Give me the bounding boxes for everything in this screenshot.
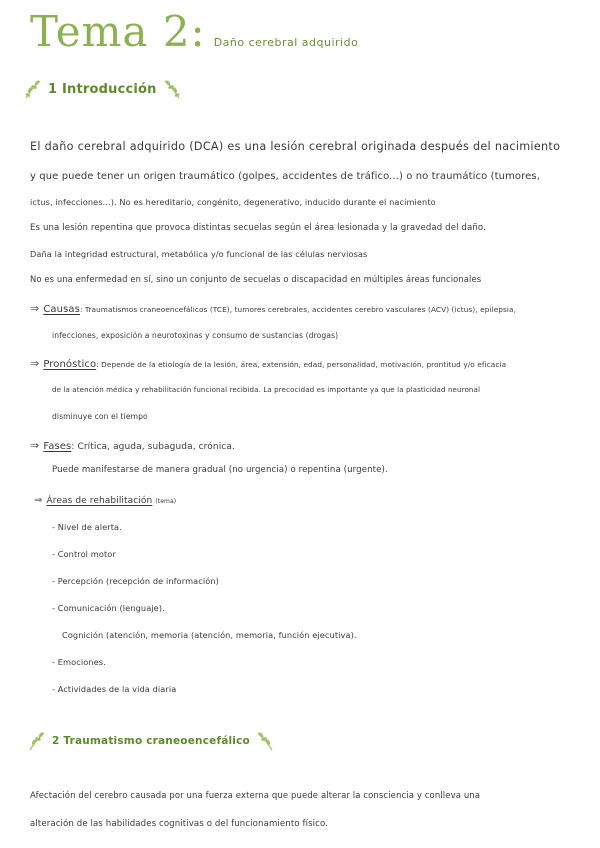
- intro-paragraph-line: ictus, infecciones...). No es hereditario, congénito, degenerativo, inducido durante el nacimiento: [30, 197, 436, 207]
- area-item: - Comunicación (lenguaje).: [52, 603, 165, 613]
- areas-line: [34, 495, 176, 506]
- intro-paragraph-line: Es una lesión repentina que provoca distintas secuelas según el área lesionada y la gravedad del daño.: [30, 223, 486, 233]
- tce-paragraph-line: alteración de las habilidades cognitivas o del funcionamiento físico.: [30, 819, 329, 829]
- pronostico-label: Pronóstico: [43, 359, 97, 370]
- page-subtitle: Daño cerebral adquirido: [213, 36, 359, 49]
- arrow-right-icon: ⇒: [30, 302, 40, 315]
- intro-paragraph-line: No es una enfermedad en sí, sino un conjunto de secuelas o discapacidad en múltiples áreas funcionales: [30, 274, 482, 284]
- page-title-row: [30, 6, 358, 58]
- arrow-right-icon: ⇒: [30, 439, 40, 452]
- area-item: - Nivel de alerta.: [52, 522, 122, 532]
- section-heading-traumatismo: [26, 730, 276, 752]
- fases-continuation: Puede manifestarse de manera gradual (no urgencia) o repentina (urgente).: [52, 465, 388, 475]
- leaf-branch-icon: [254, 730, 276, 752]
- leaf-branch-icon: [22, 78, 44, 100]
- intro-paragraph-line: Daña la integridad estructural, metabólica y/o funcional de las células nerviosas: [30, 249, 368, 259]
- causas-continuation: infecciones, exposición a neurotoxinas y consumo de sustancias (drogas): [52, 331, 339, 340]
- causas-line: [30, 302, 516, 315]
- area-item: - Actividades de la vida diaria: [52, 684, 177, 694]
- area-item: Cognición (atención, memoria (atención, memoria, función ejecutiva).: [62, 630, 357, 640]
- section-heading-introduccion: [22, 78, 183, 100]
- fases-line: [30, 439, 235, 452]
- area-item: - Percepción (recepción de información): [52, 576, 219, 586]
- fases-text: : Crítica, aguda, subaguda, crónica.: [71, 442, 235, 452]
- arrow-right-icon: ⇒: [30, 357, 40, 370]
- areas-label: Áreas de rehabilitación: [46, 496, 153, 506]
- leaf-branch-icon: [26, 730, 48, 752]
- intro-paragraph-line: El daño cerebral adquirido (DCA) es una lesión cerebral originada después del nacimiento: [30, 140, 561, 153]
- pronostico-text: : Depende de la etiología de la lesión, área, extensión, edad, personalidad, motivación, prontitud y/o eficacia: [96, 360, 507, 369]
- section-heading-text: 1 Introducción: [48, 81, 157, 97]
- area-item: - Control motor: [52, 549, 116, 559]
- causas-label: Causas: [43, 304, 80, 315]
- leaf-branch-icon: [161, 78, 183, 100]
- arrow-right-icon: ⇒: [34, 495, 43, 506]
- area-item: - Emociones.: [52, 657, 106, 667]
- fases-label: Fases: [43, 441, 72, 452]
- section-heading-text: 2 Traumatismo craneoencefálico: [52, 735, 250, 747]
- page-title: Tema 2:: [30, 7, 206, 56]
- causas-text: : Traumatismos craneoencefálicos (TCE), tumores cerebrales, accidentes cerebro vasculares (ACV) (ictus), epilepsia,: [79, 305, 517, 314]
- tce-paragraph-line: Afectación del cerebro causada por una fuerza externa que puede alterar la consciencia y conlleva una: [30, 791, 481, 801]
- pronostico-continuation: disminuye con el tiempo: [52, 412, 148, 421]
- pronostico-continuation: de la atención médica y rehabilitación funcional recibida. La precocidad es importante ya que la plasticidad neuronal: [52, 385, 481, 394]
- areas-note: (tema): [155, 498, 177, 505]
- pronostico-line: [30, 357, 506, 370]
- intro-paragraph-line: y que puede tener un origen traumático (golpes, accidentes de tráfico...) o no traumático (tumores,: [30, 171, 540, 182]
